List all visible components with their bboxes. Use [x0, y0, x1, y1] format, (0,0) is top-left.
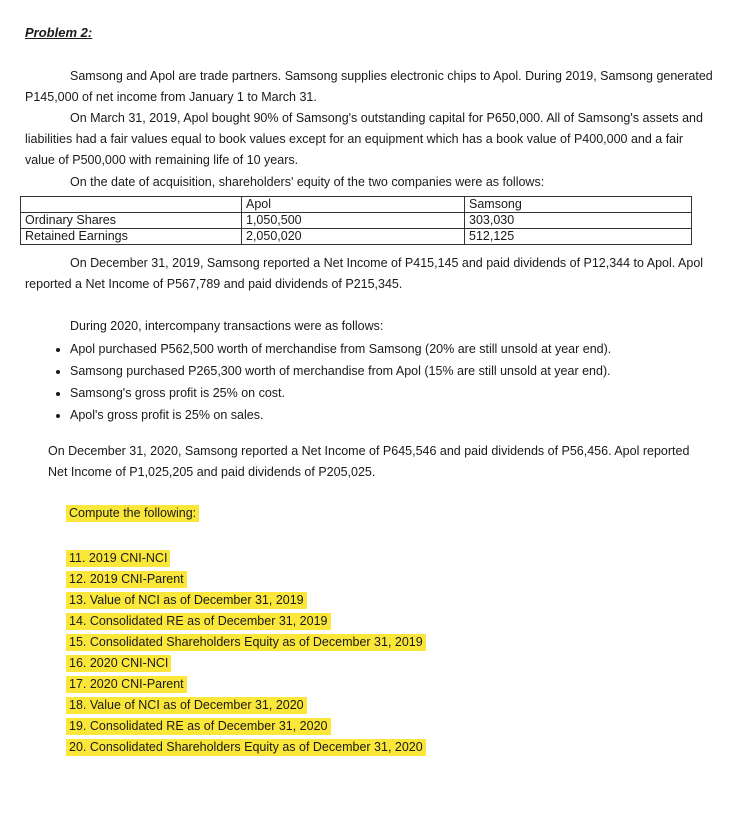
list-item: • Apol's gross profit is 25% on sales.: [70, 404, 730, 426]
list-item: • Apol purchased P562,500 worth of merchandise from Samsong (20% are still unsold at year end).: [70, 338, 730, 360]
table-cell: 1,050,500: [242, 213, 465, 229]
table-header-cell: [21, 197, 242, 213]
paragraph-acquisition: On March 31, 2019, Apol bought 90% of Samsong's outstanding capital for P650,000. All of Samsong's assets and liabilities had a fair values equal to book values except for an equipment which has a book value of P400,000 and a fair value of P500,000 with remaining life of 10 years.: [25, 111, 703, 167]
paragraph-equity-intro: On the date of acquisition, shareholders' equity of the two companies were as follows:: [70, 175, 545, 189]
table-header-cell: Apol: [242, 197, 465, 213]
table-cell: Retained Earnings: [21, 229, 242, 245]
equity-table: [20, 196, 692, 245]
table-header-cell: Samsong: [465, 197, 692, 213]
table-row: [21, 213, 692, 229]
list-item: 15. Consolidated Shareholders Equity as of December 31, 2019: [66, 632, 426, 653]
compute-label: Compute the following:: [66, 506, 199, 520]
list-item: 20. Consolidated Shareholders Equity as of December 31, 2020: [66, 737, 426, 758]
list-item: 12. 2019 CNI-Parent: [66, 569, 426, 590]
compute-items-list: [66, 548, 426, 758]
paragraph-2019-results: On December 31, 2019, Samsong reported a Net Income of P415,145 and paid dividends of P12,344 to Apol. Apol reported a Net Income of P567,789 and paid dividends of P215,345.: [25, 256, 704, 291]
paragraph-2020-results: On December 31, 2020, Samsong reported a Net Income of P645,546 and paid dividends of P56,456. Apol reported Net Income of P1,025,205 and paid dividends of P205,025.: [48, 444, 690, 479]
list-item: 18. Value of NCI as of December 31, 2020: [66, 695, 426, 716]
table-cell: 2,050,020: [242, 229, 465, 245]
table-cell: Ordinary Shares: [21, 213, 242, 229]
table-cell: 512,125: [465, 229, 692, 245]
list-item: 13. Value of NCI as of December 31, 2019: [66, 590, 426, 611]
list-item: • Samsong purchased P265,300 worth of merchandise from Apol (15% are still unsold at year end).: [70, 360, 730, 382]
table-row: [21, 229, 692, 245]
table-cell: 303,030: [465, 213, 692, 229]
list-item: 19. Consolidated RE as of December 31, 2020: [66, 716, 426, 737]
list-item: 16. 2020 CNI-NCI: [66, 653, 426, 674]
paragraph-intro: Samsong and Apol are trade partners. Samsong supplies electronic chips to Apol. During 2019, Samsong generated P145,000 of net income from January 1 to March 31.: [25, 69, 713, 104]
table-header-row: [21, 197, 692, 213]
list-item: • Samsong's gross profit is 25% on cost.: [70, 382, 730, 404]
transactions-list: [40, 338, 730, 426]
problem-title: Problem 2:: [25, 25, 93, 40]
list-item: 14. Consolidated RE as of December 31, 2019: [66, 611, 426, 632]
paragraph-2020-intro: During 2020, intercompany transactions were as follows:: [70, 319, 384, 333]
list-item: 17. 2020 CNI-Parent: [66, 674, 426, 695]
list-item: 11. 2019 CNI-NCI: [66, 548, 426, 569]
